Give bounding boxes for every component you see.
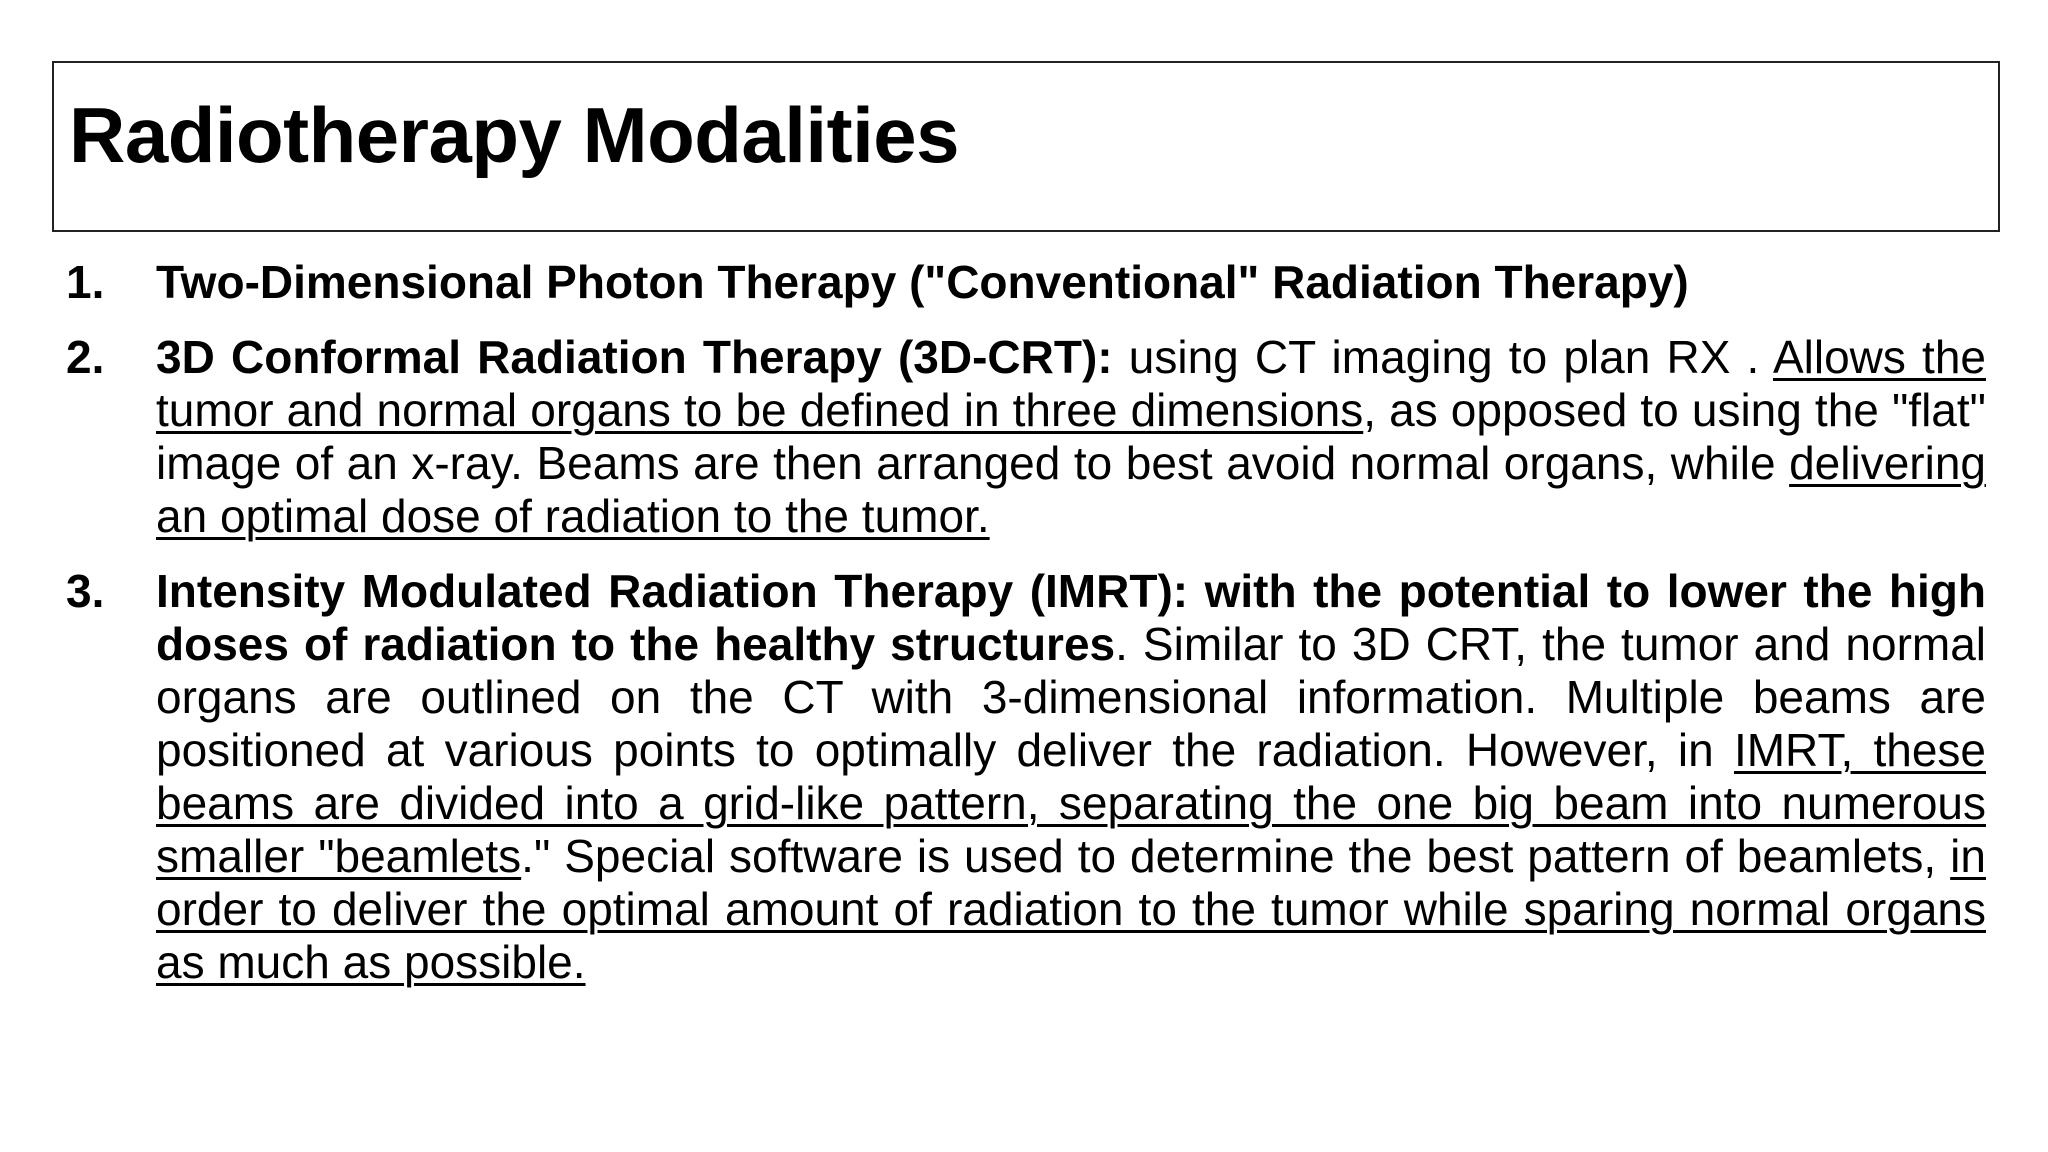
item-text: , as opposed to using the "flat" image of an x-ray. Beams are then arranged to best avoid normal organs, while xyxy=(156,384,1986,489)
list-item xyxy=(66,565,1986,989)
item-text: using CT imaging to plan RX . xyxy=(1112,331,1773,383)
item-number: 1. xyxy=(66,256,105,308)
item-heading: Two-Dimensional Photon Therapy ("Conventional" Radiation Therapy) xyxy=(156,256,1689,308)
numbered-list xyxy=(66,256,1986,1011)
item-number: 3. xyxy=(66,565,105,617)
item-number: 2. xyxy=(66,331,105,383)
item-underlined-text: IMRT, these beams are divided into a grid-like pattern, separating the one big beam into numerous smaller "beamlets xyxy=(156,724,1986,882)
list-item xyxy=(66,256,1986,309)
item-heading: Intensity Modulated Radiation Therapy (IMRT): with the potential to lower the high doses of radiation to the healthy structures xyxy=(156,565,1986,670)
item-text: . Similar to 3D CRT, the tumor and normal organs are outlined on the CT with 3-dimensional information. Multiple beams are positioned at various points to optimally deliver the radiation. However, in xyxy=(156,618,1987,776)
list-item xyxy=(66,331,1986,543)
item-underlined-text: Allows the tumor and normal organs to be defined in three dimensions xyxy=(156,331,1987,436)
item-underlined-text: in order to deliver the optimal amount of radiation to the tumor while sparing normal organs as much as possible. xyxy=(156,830,1986,988)
item-underlined-text: delivering an optimal dose of radiation to the tumor. xyxy=(156,437,1986,542)
slide-title: Radiotherapy Modalities xyxy=(69,91,959,179)
item-body xyxy=(156,331,1986,543)
title-box xyxy=(52,61,2000,232)
item-heading: 3D Conformal Radiation Therapy (3D-CRT): xyxy=(156,331,1113,383)
item-text: ." Special software is used to determine the best pattern of beamlets, xyxy=(521,830,1951,882)
item-body xyxy=(156,565,1986,989)
item-body xyxy=(156,256,1986,309)
